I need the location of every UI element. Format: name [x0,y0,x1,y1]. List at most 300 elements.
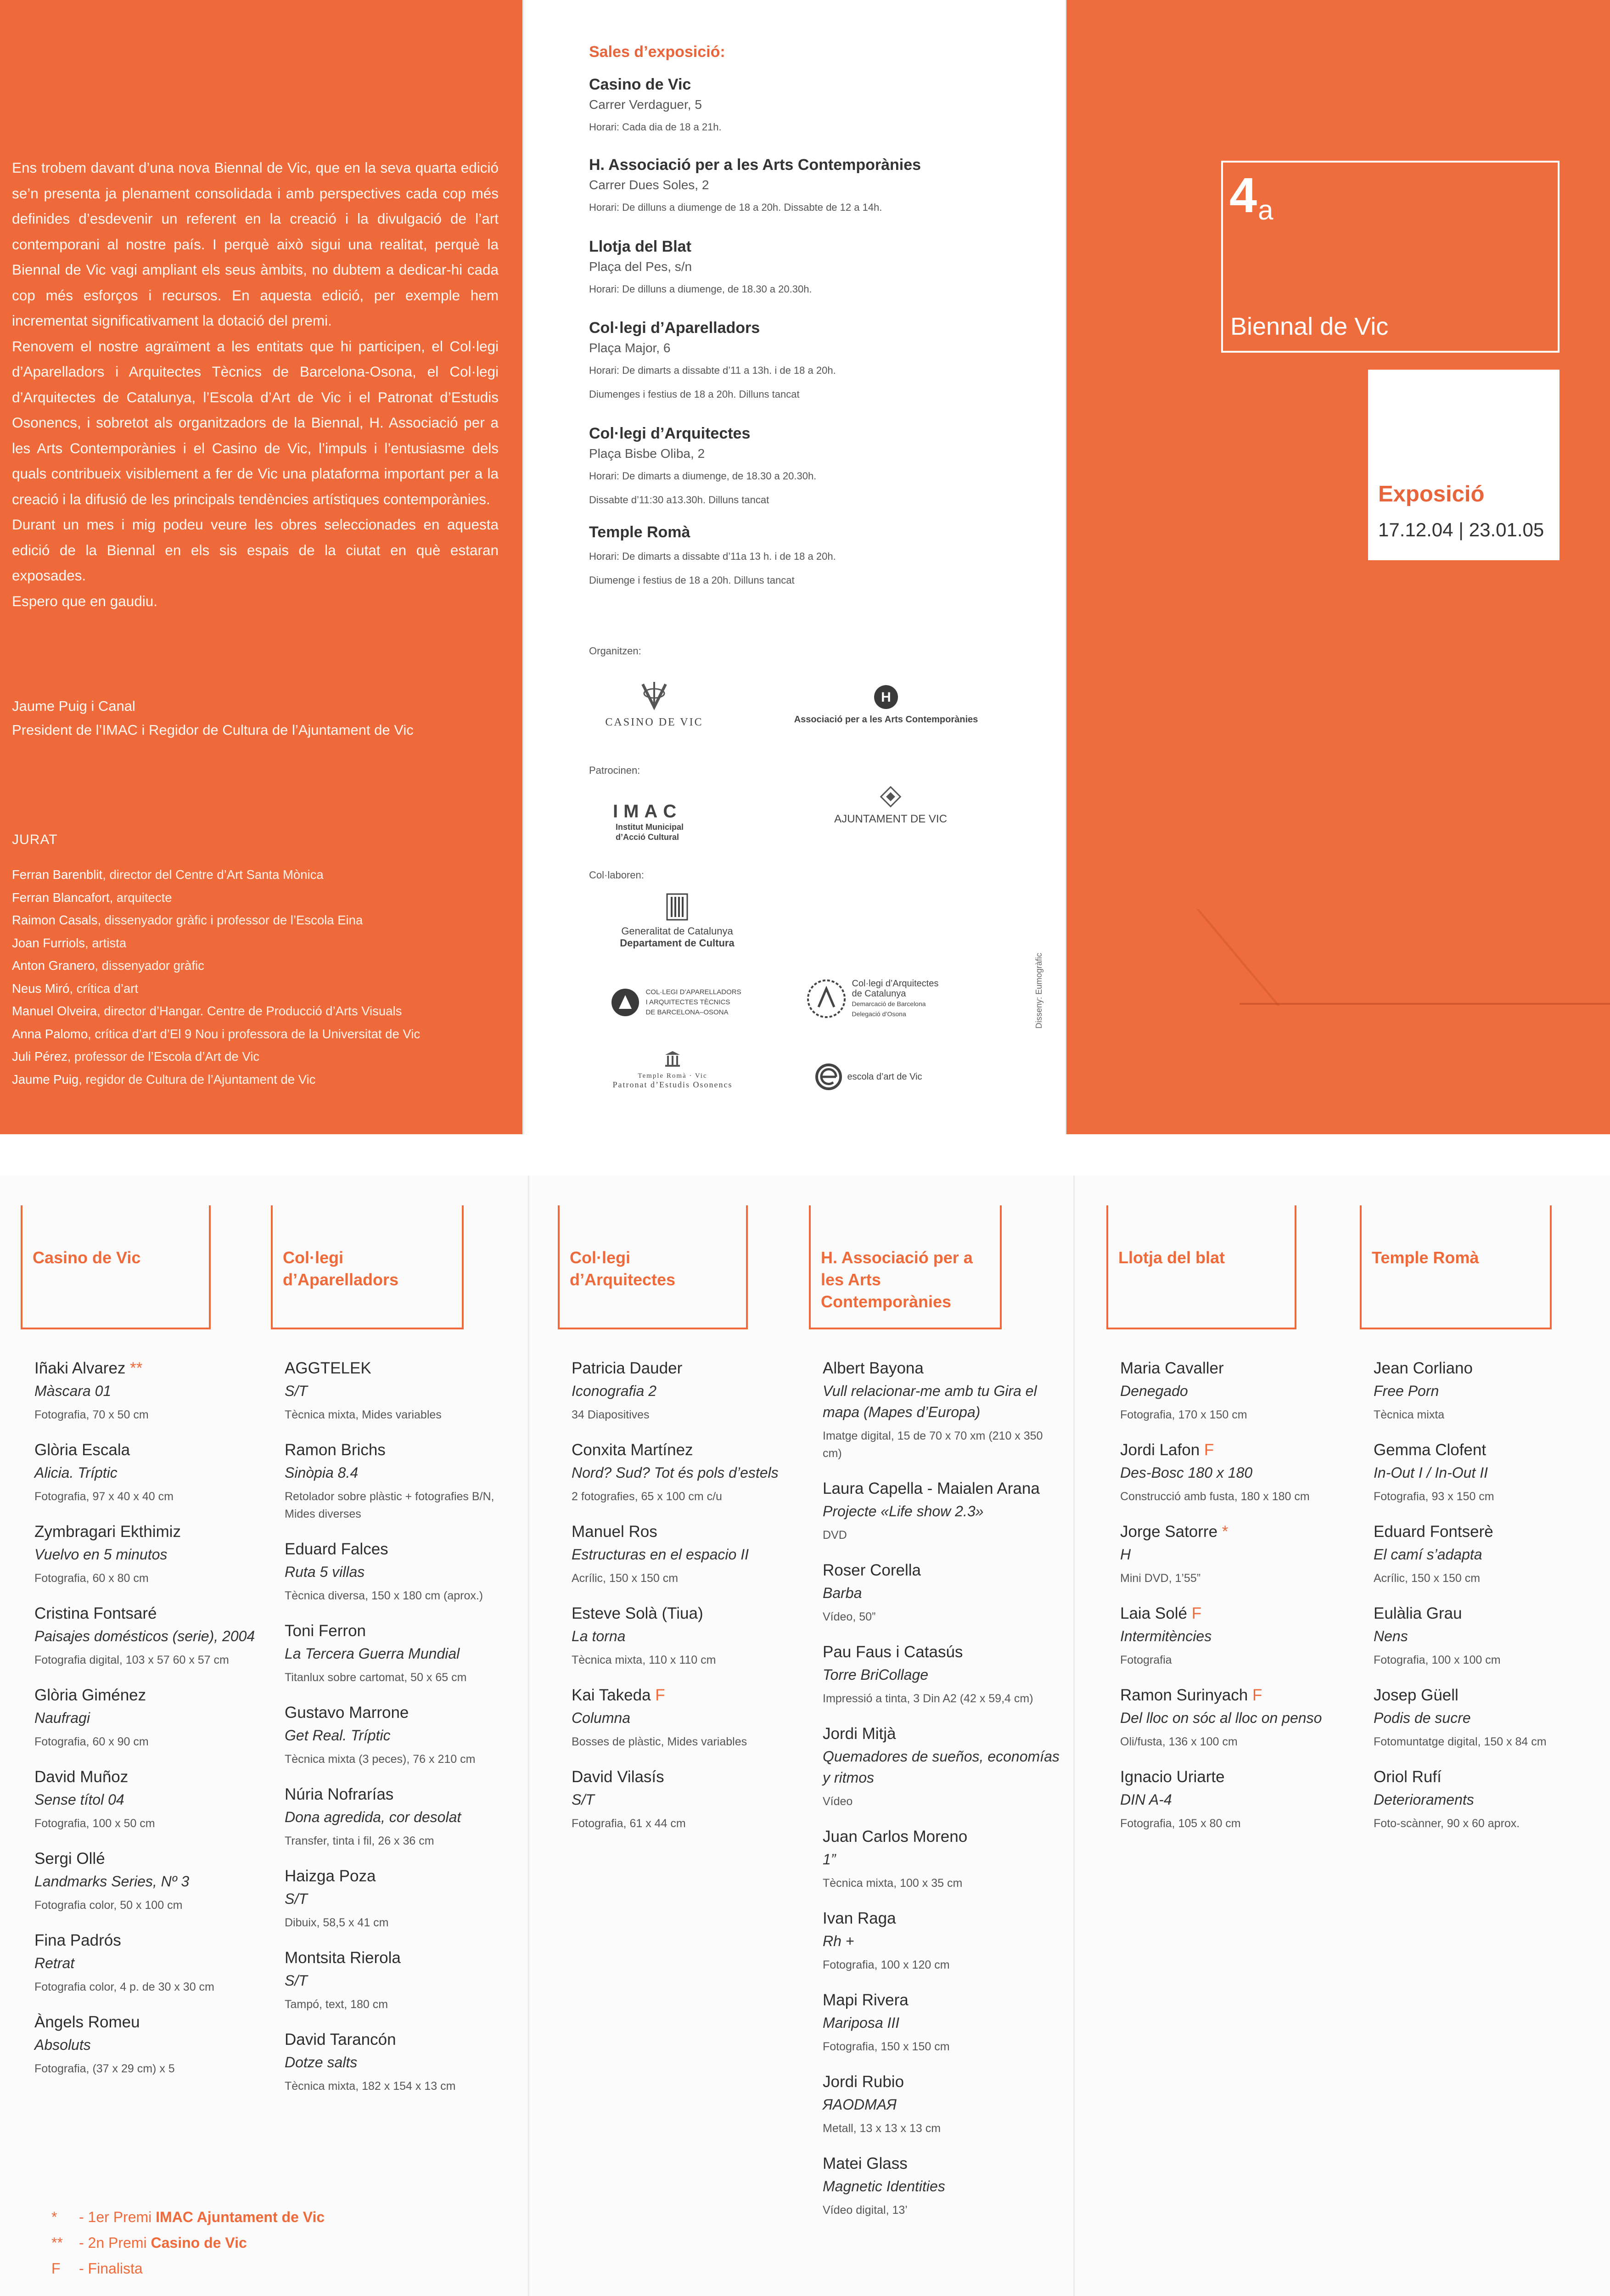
venue-hours: Horari: De dimarts a dissabte d’11 a 13h. i de 18 a 20h. [589,365,836,376]
artist-name-text: Josep Güell [1374,1686,1459,1704]
jury-member-role: , professor de l’Escola d’Art de Vic [67,1049,260,1064]
artist-name-text: Jorge Satorre [1120,1523,1218,1541]
cover-dates: 17.12.04 | 23.01.05 [1378,519,1544,540]
artist-name [1374,1359,1610,1378]
artist-entry [823,1480,1061,1544]
artist-entry [1120,1441,1359,1505]
artist-list [823,1359,1061,2236]
artist-entry [823,1359,1061,1462]
artwork-technique: Fotografia, 60 x 90 cm [34,1735,149,1748]
venue-entry [589,156,1002,216]
cover-title: Biennal de Vic [1230,313,1389,340]
jury-member-name: Jaume Puig [12,1072,79,1086]
fold-line [1073,1176,1075,2296]
col-laboren-label: Col·laboren: [589,869,644,881]
artist-name-text: David Muñoz [34,1768,129,1786]
artist-entry [823,2155,1061,2219]
artist-name [572,1604,810,1623]
intro-panel [0,0,522,1134]
aparelladors-text-1: COL·LEGI D’APARELLADORS [645,988,741,996]
jury-member-role: , director del Centre d’Art Santa Mònica [102,867,324,882]
artwork-title: Iconografia 2 [572,1383,657,1399]
intro-paragraph: Durant un mes i mig podeu veure les obres seleccionades en aquesta edició de la Biennal en els sis espais de la ciutat en què estaran exposades. [12,516,499,584]
artwork-title: Get Real. Tríptic [285,1727,391,1744]
artist-name-text: Gemma Clofent [1374,1441,1487,1459]
artist-name-text: Ivan Raga [823,1909,896,1927]
aparelladors-emblem-icon [611,988,640,1017]
legend-mark: ** [51,2234,63,2251]
artist-entry [34,1686,273,1750]
artwork-title: Dotze salts [285,2054,358,2071]
arquitectes-text-2: de Catalunya [852,989,906,999]
jury-member [12,886,420,909]
venue-column-header: H. Associació per a les Arts Contemporànies [809,1205,1002,1329]
jury-member [12,1045,420,1068]
artist-name [1374,1768,1610,1786]
jury-member [12,932,420,955]
artwork-title: Barba [823,1585,862,1601]
artist-name [1374,1604,1610,1623]
venue-name: Casino de Vic [589,76,691,93]
artwork-technique: Vídeo [823,1795,853,1808]
artwork-technique: Fotografia, 61 x 44 cm [572,1817,686,1830]
artwork-technique: Fotografia, 150 x 150 cm [823,2040,950,2053]
artist-name [823,1828,1061,1846]
jury-member-role: , crítica d’art [69,981,139,996]
artwork-technique: Bosses de plàstic, Mides variables [572,1735,747,1748]
casino-emblem-icon [638,680,670,712]
artist-entry [823,1725,1061,1810]
h-circle-icon [873,684,899,710]
artwork-technique: Oli/fusta, 136 x 100 cm [1120,1735,1238,1748]
artist-name-text: Jordi Mitjà [823,1725,896,1743]
artist-name [285,1359,523,1378]
legend-item [51,2230,325,2256]
artist-name-text: Glòria Giménez [34,1686,146,1704]
venue-address: Plaça Bisbe Oliba, 2 [589,446,705,461]
gencat-text-1: Generalitat de Catalunya [621,925,733,937]
artist-name [34,1768,273,1786]
jury-title: JURAT [12,832,58,847]
jury-member-role: , arquitecte [109,890,172,905]
artist-name [34,1359,273,1378]
award-mark: F [1204,1441,1214,1459]
artist-name-text: Ignacio Uriarte [1120,1768,1225,1786]
artwork-technique: Metall, 13 x 13 x 13 cm [823,2122,941,2135]
fold-line [522,0,524,1134]
artwork-technique: Fotografia color, 4 p. de 30 x 30 cm [34,1981,214,1993]
artist-name-text: Albert Bayona [823,1359,924,1377]
venue-name: Col·legi d’Arquitectes [589,425,751,442]
artist-name-text: Eulàlia Grau [1374,1604,1462,1622]
gencat-text-2: Departament de Cultura [620,937,735,949]
artwork-title: Absoluts [34,2037,91,2053]
patronat-text-1: Temple Romà · Vic [638,1072,707,1080]
fold-line [1065,0,1067,1134]
artist-name [823,1991,1061,2009]
artist-name [1374,1686,1610,1705]
artwork-technique: Fotografia, 170 x 150 cm [1120,1408,1247,1421]
venue-hours: Horari: Cada dia de 18 a 21h. [589,121,722,133]
artwork-technique: Fotografia, 100 x 100 cm [1374,1654,1501,1666]
artist-name [572,1359,810,1378]
jury-member [12,954,420,977]
artist-name [285,1949,523,1967]
artwork-title: Alicia. Tríptic [34,1464,118,1481]
jury-member-name: Joan Furriols [12,935,85,950]
artwork-technique: Vídeo, 50” [823,1610,876,1623]
artist-name-text: David Vilasís [572,1768,664,1786]
artist-name-text: Fina Padrós [34,1931,121,1949]
jury-member-role: , crítica d’art d’El 9 Nou i professora de la Universitat de Vic [88,1026,421,1041]
artwork-technique: Fotografia, 105 x 80 cm [1120,1817,1241,1830]
venue-column-header: Llotja del blat [1106,1205,1296,1329]
artist-entry [572,1604,810,1669]
imac-letters: IMAC [613,801,682,822]
artist-entry [285,1540,523,1604]
artwork-title: Estructuras en el espacio II [572,1546,749,1563]
artwork-technique: Acrílic, 150 x 150 cm [572,1572,679,1585]
artist-name-text: Montsita Rierola [285,1949,401,1967]
arquitectes-text-4: Delegació d’Osona [852,1010,906,1018]
legend-item [51,2256,325,2281]
artwork-title: Free Porn [1374,1383,1439,1399]
artist-entry [1374,1359,1610,1424]
jury-member [12,1023,420,1046]
artist-name-text: Gustavo Marrone [285,1704,409,1722]
venue-address: Carrer Verdaguer, 5 [589,97,702,112]
artist-name [34,1931,273,1950]
artist-entry [823,2073,1061,2137]
artwork-title: DIN A-4 [1120,1791,1172,1808]
artist-name-text: David Tarancón [285,2031,396,2048]
artist-name [285,1622,523,1640]
artist-name-text: Matei Glass [823,2155,908,2172]
patrocinen-label: Patrocinen: [589,765,640,776]
artwork-title: La torna [572,1628,626,1644]
artwork-title: 1” [823,1851,836,1868]
jury-member-role: , regidor de Cultura de l’Ajuntament de Vic [79,1072,316,1086]
imac-text-2: d’Acció Cultural [616,833,679,842]
artist-name [1120,1523,1359,1541]
jury-member-name: Neus Miró [12,981,70,996]
artwork-title: Rh + [823,1933,854,1949]
artwork-title: Podis de sucre [1374,1710,1471,1726]
artist-name-text: Núria Nofrarías [285,1785,394,1803]
artist-name-text: Kai Takeda [572,1686,651,1704]
venues-title: Sales d’exposició: [589,43,725,61]
artist-entry [1120,1359,1359,1424]
signature-name: Jaume Puig i Canal [12,698,135,714]
artwork-technique: Tècnica diversa, 150 x 180 cm (aprox.) [285,1589,483,1602]
artwork-technique: Tècnica mixta, 100 x 35 cm [823,1877,963,1890]
artist-name [823,1909,1061,1928]
design-credit: Disseny: Eumogràfic [1034,952,1043,1029]
artist-name-text: Haizga Poza [285,1867,376,1885]
artist-name [572,1523,810,1541]
artwork-technique: Tècnica mixta, Mides variables [285,1408,442,1421]
artwork-title: Des-Bosc 180 x 180 [1120,1464,1253,1481]
artwork-technique: Tampó, text, 180 cm [285,1998,388,2011]
cover-label: Exposició [1378,482,1485,506]
artwork-title: In-Out I / In-Out II [1374,1464,1488,1481]
artist-entry [823,1909,1061,1974]
venue-name: Llotja del Blat [589,238,691,255]
artwork-title: El camí s’adapta [1374,1546,1482,1563]
artwork-technique: Construcció amb fusta, 180 x 180 cm [1120,1490,1310,1503]
artist-name [285,1441,523,1459]
artwork-technique: Tècnica mixta, 110 x 110 cm [572,1654,716,1666]
award-mark: * [1222,1523,1229,1541]
jury-member [12,909,420,932]
artwork-title: S/T [572,1791,595,1808]
col-legi-arquitectes-logo [806,976,971,1022]
artist-name-text: Laia Solé [1120,1604,1187,1622]
intro-text [12,155,499,614]
generalitat-logo [604,893,751,949]
artwork-title: Magnetic Identities [823,2178,945,2195]
artwork-technique: Vídeo digital, 13’ [823,2204,908,2217]
arquitectes-emblem-icon [806,976,847,1022]
artist-list [285,1359,523,2112]
artwork-title: Deterioraments [1374,1791,1474,1808]
ajuntament-logo [815,785,966,826]
artwork-technique: Titanlux sobre cartomat, 50 x 65 cm [285,1671,467,1684]
artist-name [1120,1686,1359,1705]
artist-name-text: Roser Corella [823,1561,921,1579]
artist-name [34,1523,273,1541]
artist-name [34,1441,273,1459]
artist-name [285,2031,523,2049]
artist-name [1120,1604,1359,1623]
legend-mark: * [51,2209,57,2225]
artwork-technique: Fotografia digital, 103 x 57 60 x 57 cm [34,1654,229,1666]
artist-entry [823,1643,1061,1707]
intro-paragraph: Ens trobem davant d’una nova Biennal de Vic, que en la seva quarta edició se’n presenta ja plenament consolidada i amb perspectives cada cop més definides d’esdevenir un referent en la creació i la divulgació de l’art contemporani al nostre país. I perquè això sigui una realitat, perquè la Biennal de Vic vagi ampliant els seus àmbits, no dubtem a dedicar-hi cada cop més esforços i recursos. En aquesta edició, per exemple hem incrementat significativament la dotació del premi. [12,159,499,329]
jury-member [12,863,420,886]
artist-name-text: Patricia Dauder [572,1359,683,1377]
artwork-technique: Fotografia, 60 x 80 cm [34,1572,149,1585]
jury-member-name: Ferran Blancafort [12,890,110,905]
legend-text: - 1er Premi [79,2209,156,2225]
artist-list [572,1359,810,1850]
jury-member-name: Ferran Barenblit [12,867,103,882]
arquitectes-text-3: Demarcació de Barcelona [852,1000,926,1007]
artwork-title: H [1120,1546,1131,1563]
artwork-technique: Dibuix, 58,5 x 41 cm [285,1916,389,1929]
artist-name [823,1480,1061,1498]
artwork-technique: Transfer, tinta i fil, 26 x 36 cm [285,1835,434,1847]
h-assoc-logo-text: Associació per a les Arts Contemporànies [794,715,978,725]
casino-logo-text: CASINO DE VIC [605,716,703,728]
artwork-title: Projecte «Life show 2.3» [823,1503,984,1519]
signature [12,694,414,742]
artist-name-text: Ramon Brichs [285,1441,386,1459]
legend-item [51,2204,325,2230]
artist-name [823,1359,1061,1378]
artist-name [34,1686,273,1705]
artist-entry [34,1604,273,1669]
artist-entry [823,1828,1061,1892]
jury-member-name: Juli Pérez [12,1049,67,1064]
ajuntament-logo-text: AJUNTAMENT DE VIC [834,813,947,825]
artist-name-text: Toni Ferron [285,1622,366,1640]
legend-text: - Finalista [79,2260,143,2277]
artist-entry [285,1949,523,2013]
artist-entry [572,1768,810,1832]
artwork-technique: Foto-scànner, 90 x 60 aprox. [1374,1817,1520,1830]
artwork-technique: 34 Diapositives [572,1408,650,1421]
artist-list [34,1359,273,2095]
artist-list [1120,1359,1359,1850]
artwork-title: Quemadores de sueños, economías y ritmos [823,1748,1060,1786]
artist-name-text: Glòria Escala [34,1441,130,1459]
artist-name-text: Conxita Martínez [572,1441,693,1459]
artist-entry [1120,1604,1359,1669]
artist-name-text: Eduard Fontserè [1374,1523,1493,1541]
artwork-title: Torre BriCollage [823,1666,929,1683]
artwork-title: Nord? Sud? Tot és pols d’estels [572,1464,779,1481]
jury-member [12,977,420,1000]
award-mark: ** [130,1359,143,1377]
award-mark: F [655,1686,665,1704]
h-associacio-logo [778,684,994,725]
jury-member-role: , dissenyador gràfic [95,958,204,973]
artist-entry [1374,1768,1610,1832]
artist-entry [34,2013,273,2077]
artist-name-text: AGGTELEK [285,1359,371,1377]
h-letter: H [881,690,891,705]
artist-entry [1374,1441,1610,1505]
venue-address: Carrer Dues Soles, 2 [589,178,709,192]
artwork-technique: Fotografia color, 50 x 100 cm [34,1899,183,1912]
artwork-title: Sense títol 04 [34,1791,124,1808]
artist-entry [823,1561,1061,1626]
artwork-technique: Imatge digital, 15 de 70 x 70 xm (210 x 350 cm) [823,1429,1043,1460]
artist-name-text: Ramon Surinyach [1120,1686,1248,1704]
artist-entry [1374,1523,1610,1587]
aparelladors-text-3: DE BARCELONA–OSONA [645,1008,729,1016]
artist-entry [285,2031,523,2095]
venue-hours: Dissabte d’11:30 a13.30h. Dilluns tancat [589,494,769,506]
artwork-technique: Fotografia, 70 x 50 cm [34,1408,149,1421]
artist-entry [34,1931,273,1996]
artist-name [1120,1359,1359,1378]
artist-name [823,1643,1061,1661]
artist-entry [823,1991,1061,2055]
artist-name-text: Juan Carlos Moreno [823,1828,968,1846]
legend-text: - 2n Premi [79,2234,151,2251]
jury-member-role: , dissenyador gràfic i professor de l’Escola Eina [97,913,363,927]
escola-text: escola d’art de Vic [847,1071,922,1082]
organitzen-label: Organitzen: [589,645,641,657]
artwork-title: Retrat [34,1955,75,1971]
fold-line [528,1176,529,2296]
artist-name [34,1850,273,1868]
artwork-title: Ruta 5 villas [285,1564,365,1580]
artwork-title: Paisajes domésticos (serie), 2004 [34,1628,255,1644]
artist-name [34,2013,273,2032]
artist-name [572,1686,810,1705]
artist-name [1120,1768,1359,1786]
artist-entry [1120,1686,1359,1750]
edition-number [1229,166,1273,225]
casino-de-vic-logo [585,680,723,729]
artwork-technique: Mini DVD, 1’55” [1120,1572,1201,1585]
artist-name-text: Manuel Ros [572,1523,657,1541]
artist-entry [1120,1523,1359,1587]
artist-name [285,1704,523,1722]
intro-paragraph: Renovem el nostre agraïment a les entitats que hi participen, el Col·legi d’Aparelladors i Arquitectes Tècnics de Barcelona-Osona, el Col·legi d’Arquitectes de Catalunya, l’Escola d’Art de Vic i el Patronat d’Estudis Osonencs, i sobretot als organitzadors de la Biennal, H. Associació per a les Arts Contemporànies i el Casino de Vic, l’impuls i l’entusiasme dels quals contribueix visiblement a fer de Vic una plataforma important per a la creació i la difusió de les principals tendències artístiques contemporànies. [12,338,499,507]
artist-name [285,1785,523,1804]
artist-entry [572,1441,810,1505]
ajuntament-emblem-icon [879,785,902,808]
artwork-technique: Fotografia, (37 x 29 cm) x 5 [34,2062,175,2075]
temple-icon [663,1049,682,1068]
artwork-title: Sinòpia 8.4 [285,1464,359,1481]
artist-entry [572,1686,810,1750]
artwork-title: S/T [285,1972,308,1989]
artwork-title: Màscara 01 [34,1383,112,1399]
artist-name [572,1441,810,1459]
artwork-title: ЯAODMAЯ [823,2096,897,2113]
artist-name-text: Eduard Falces [285,1540,388,1558]
artwork-technique: Tècnica mixta (3 peces), 76 x 210 cm [285,1753,476,1766]
legend-mark: F [51,2260,61,2277]
edition-suffix: a [1258,195,1273,225]
artist-name [34,1604,273,1623]
artist-name-text: Esteve Solà (Tiua) [572,1604,703,1622]
artist-entry [572,1523,810,1587]
venue-hours: Horari: De dimarts a diumenge, de 18.30 a 20.30h. [589,470,817,482]
artist-name [1374,1523,1610,1541]
venue-column-header: Col·legi d’Aparelladors [271,1205,464,1329]
venue-entry [589,319,1002,403]
artist-name-text: Mapi Rivera [823,1991,909,2009]
artwork-title: Vull relacionar-me amb tu Gira el mapa (Mapes d’Europa) [823,1383,1037,1420]
artwork-technique: Tècnica mixta [1374,1408,1445,1421]
artist-name [823,2073,1061,2091]
artwork-technique: Acrílic, 150 x 150 cm [1374,1572,1481,1585]
artwork-technique: Tècnica mixta, 182 x 154 x 13 cm [285,2080,456,2093]
legend-bold: IMAC Ajuntament de Vic [156,2209,325,2225]
venue-hours: Diumenges i festius de 18 a 20h. Dilluns tancat [589,388,800,400]
generalitat-emblem-icon [666,893,688,921]
artwork-technique: Fotografia, 93 x 150 cm [1374,1490,1494,1503]
imac-logo [613,801,732,842]
venues-panel [530,0,1066,1134]
escola-emblem-icon [815,1063,842,1091]
jury-member [12,1000,420,1023]
artist-name-text: Jordi Lafon [1120,1441,1200,1459]
venue-entry [589,238,1002,298]
artwork-title: Intermitències [1120,1628,1212,1644]
artwork-technique: Fotografia, 100 x 50 cm [34,1817,155,1830]
venue-entry [589,76,1002,136]
artwork-technique: Fotografia, 100 x 120 cm [823,1958,950,1971]
artwork-title: Nens [1374,1628,1408,1644]
jury-member-name: Manuel Olveira [12,1004,97,1018]
artist-name-text: Laura Capella - Maialen Arana [823,1480,1040,1497]
aparelladors-text-2: I ARQUITECTES TÈCNICS [645,998,730,1006]
artwork-title: La Tercera Guerra Mundial [285,1645,460,1662]
patronat-logo [590,1049,755,1090]
aparelladors-logo [611,987,762,1018]
jury-member-role: , director d’Hangar. Centre de Producció d’Arts Visuals [96,1004,402,1018]
artwork-title: Vuelvo en 5 minutos [34,1546,168,1563]
venue-name: Col·legi d’Aparelladors [589,319,760,337]
artist-name [572,1768,810,1786]
